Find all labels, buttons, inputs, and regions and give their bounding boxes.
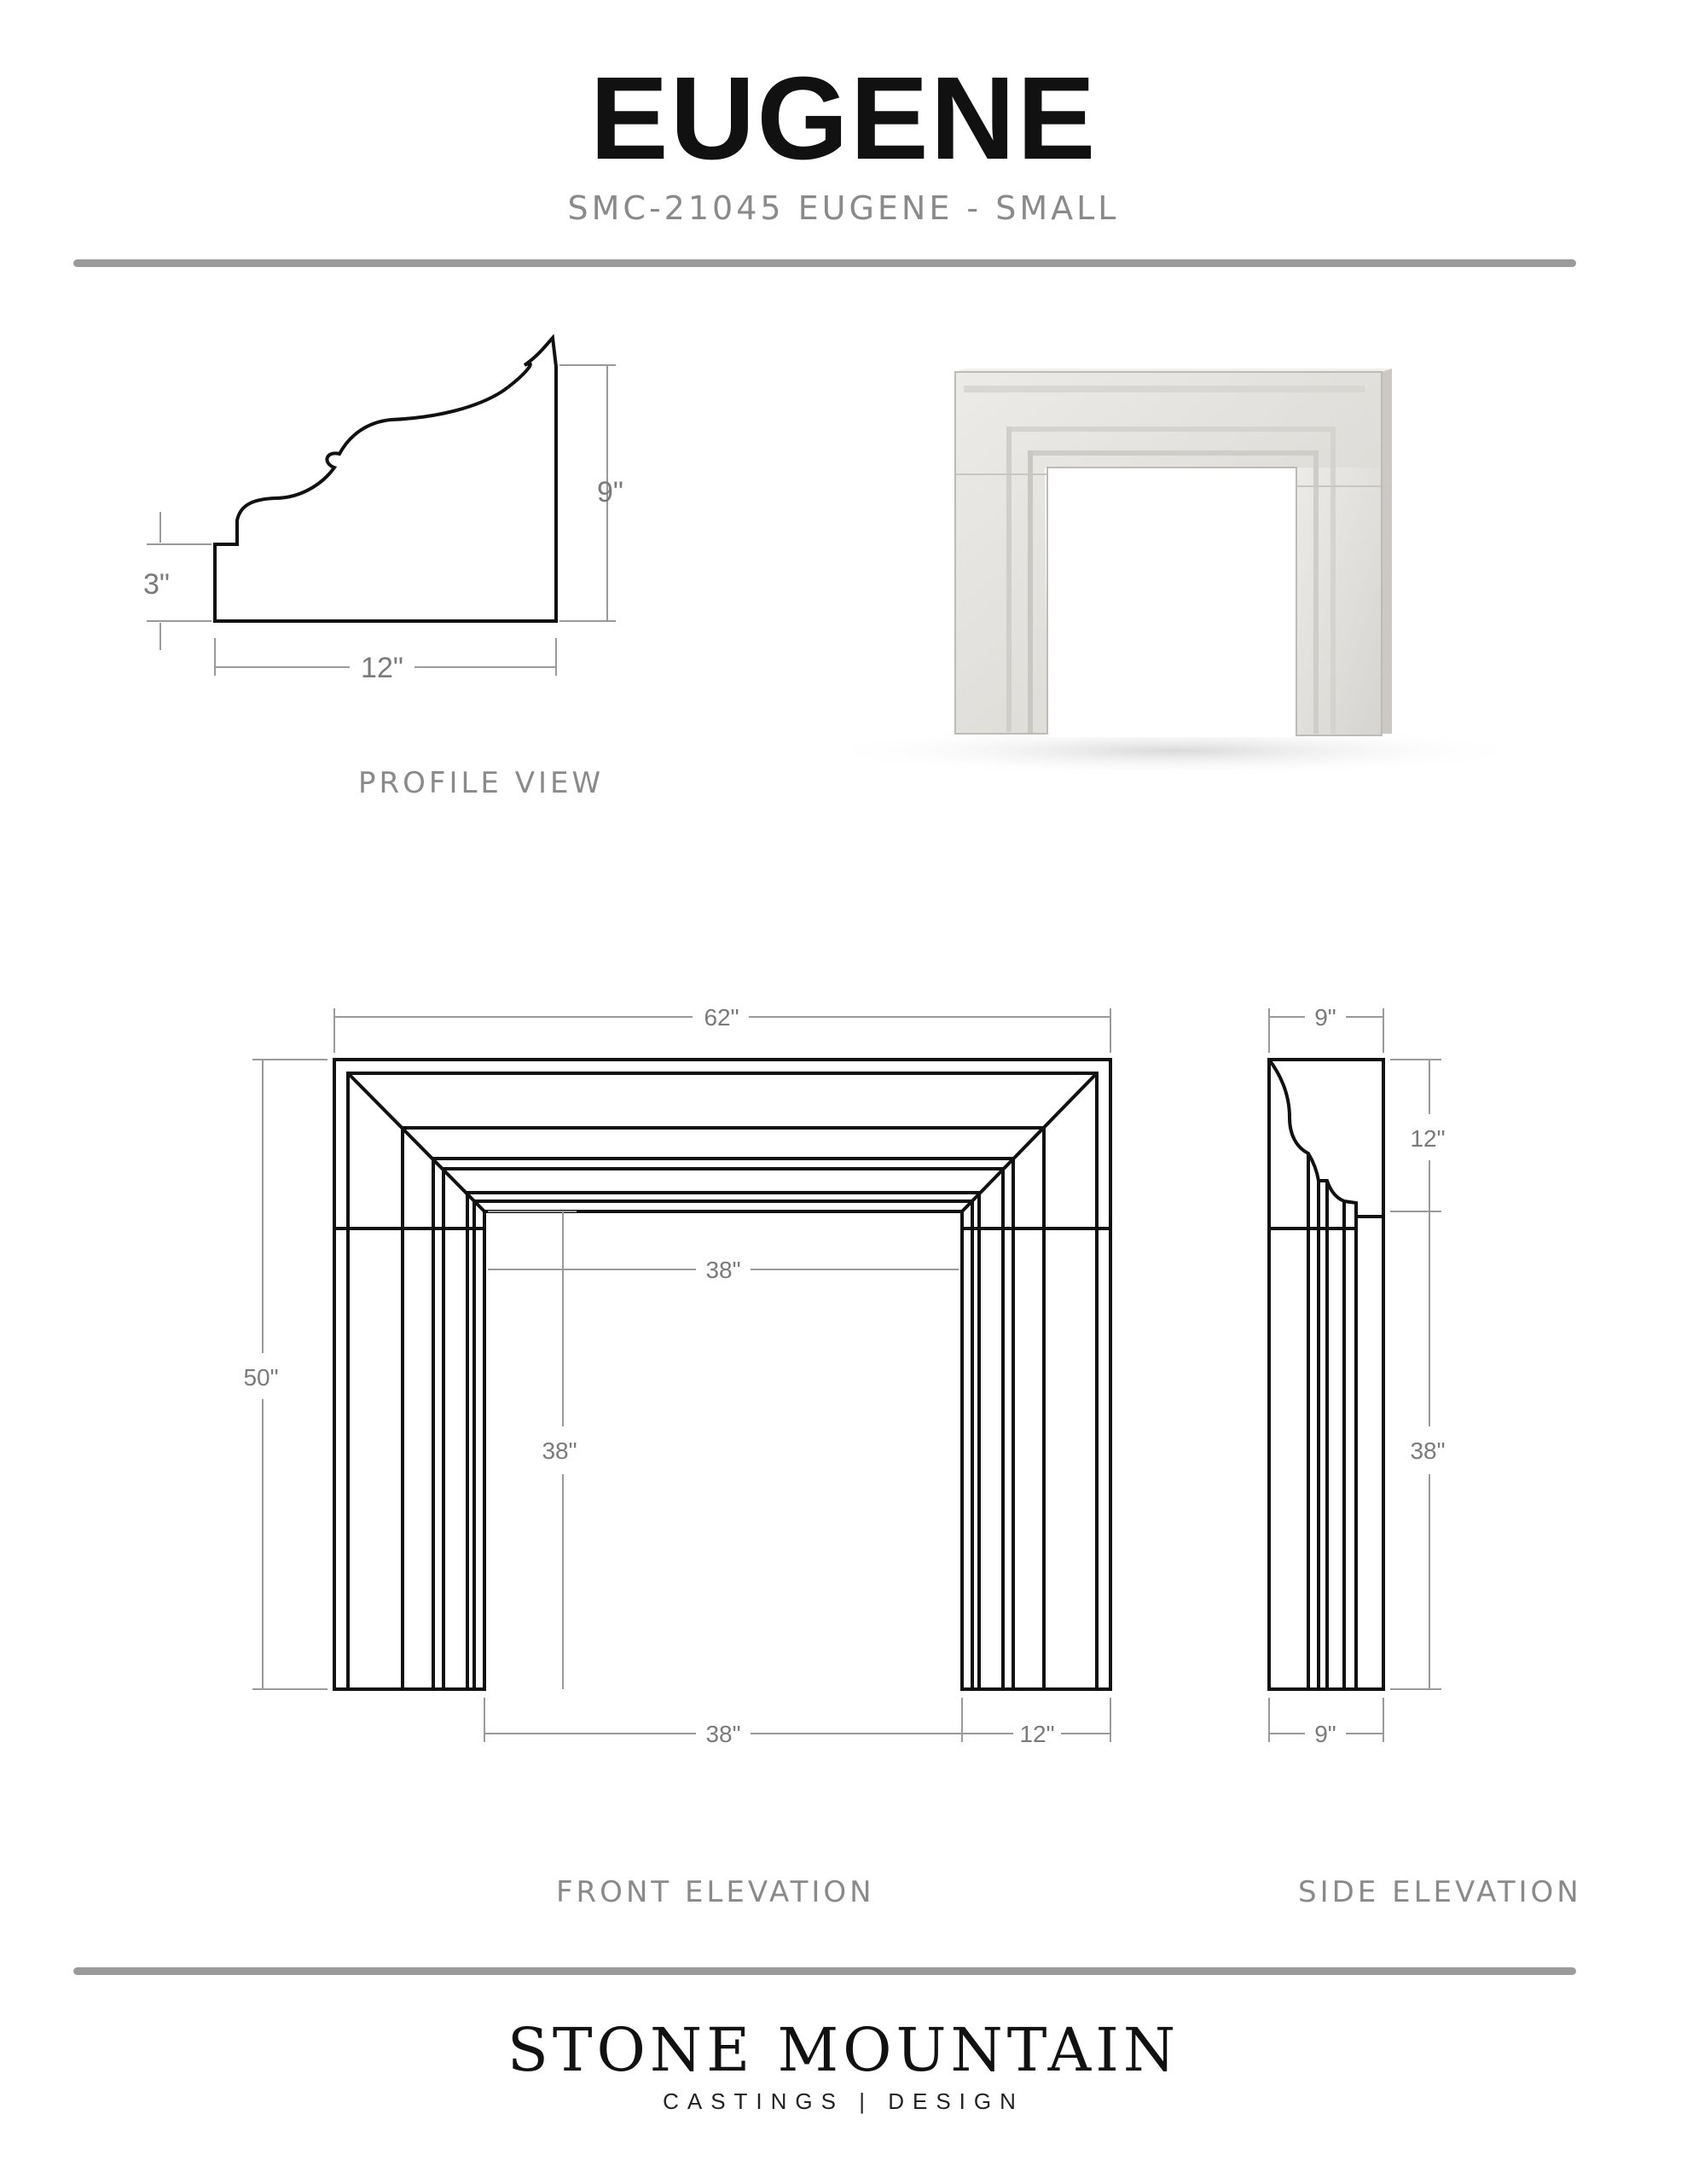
bottom-divider — [73, 1967, 1576, 1975]
front-molding-1 — [348, 1073, 1097, 1689]
brand-tagline: CASTINGS | DESIGN — [663, 2088, 1024, 2114]
front-overall-height-label: 50" — [243, 1364, 279, 1391]
front-opening-width-label: 38" — [705, 1257, 741, 1283]
front-molding-4 — [443, 1169, 1003, 1689]
side-leg-height-label: 38" — [1410, 1438, 1446, 1464]
front-outer-outline — [334, 1060, 1110, 1689]
front-bottom-opening-label: 38" — [705, 1721, 741, 1747]
front-miter-left — [348, 1073, 484, 1211]
front-overall-width-label: 62" — [704, 1004, 739, 1031]
brand-logo-text: STONE MOUNTAIN — [507, 2015, 1180, 2085]
fireplace-render-image — [815, 369, 1532, 776]
product-subtitle: SMC-21045 EUGENE - SMALL — [567, 189, 1120, 227]
profile-outline — [215, 338, 556, 621]
front-opening-height-label: 38" — [542, 1438, 577, 1464]
product-title: EUGENE — [589, 53, 1098, 184]
side-header-height-label: 12" — [1410, 1125, 1446, 1152]
side-bottom-depth-label: 9" — [1314, 1721, 1336, 1747]
profile-view-drawing — [143, 338, 623, 684]
side-elevation-drawing — [1269, 1004, 1446, 1747]
front-leg-width-label: 12" — [1019, 1721, 1055, 1747]
profile-height-label: 9" — [597, 476, 623, 508]
profile-width-label: 12" — [361, 652, 403, 684]
front-elevation-drawing — [243, 1004, 1110, 1747]
profile-step-label: 3" — [143, 568, 170, 601]
profile-view-caption: PROFILE VIEW — [358, 766, 605, 800]
side-elevation-caption: SIDE ELEVATION — [1298, 1875, 1582, 1909]
front-molding-3 — [433, 1159, 1013, 1689]
front-miter-right — [962, 1073, 1097, 1211]
front-elevation-caption: FRONT ELEVATION — [556, 1875, 875, 1909]
side-top-depth-label: 9" — [1314, 1004, 1336, 1031]
